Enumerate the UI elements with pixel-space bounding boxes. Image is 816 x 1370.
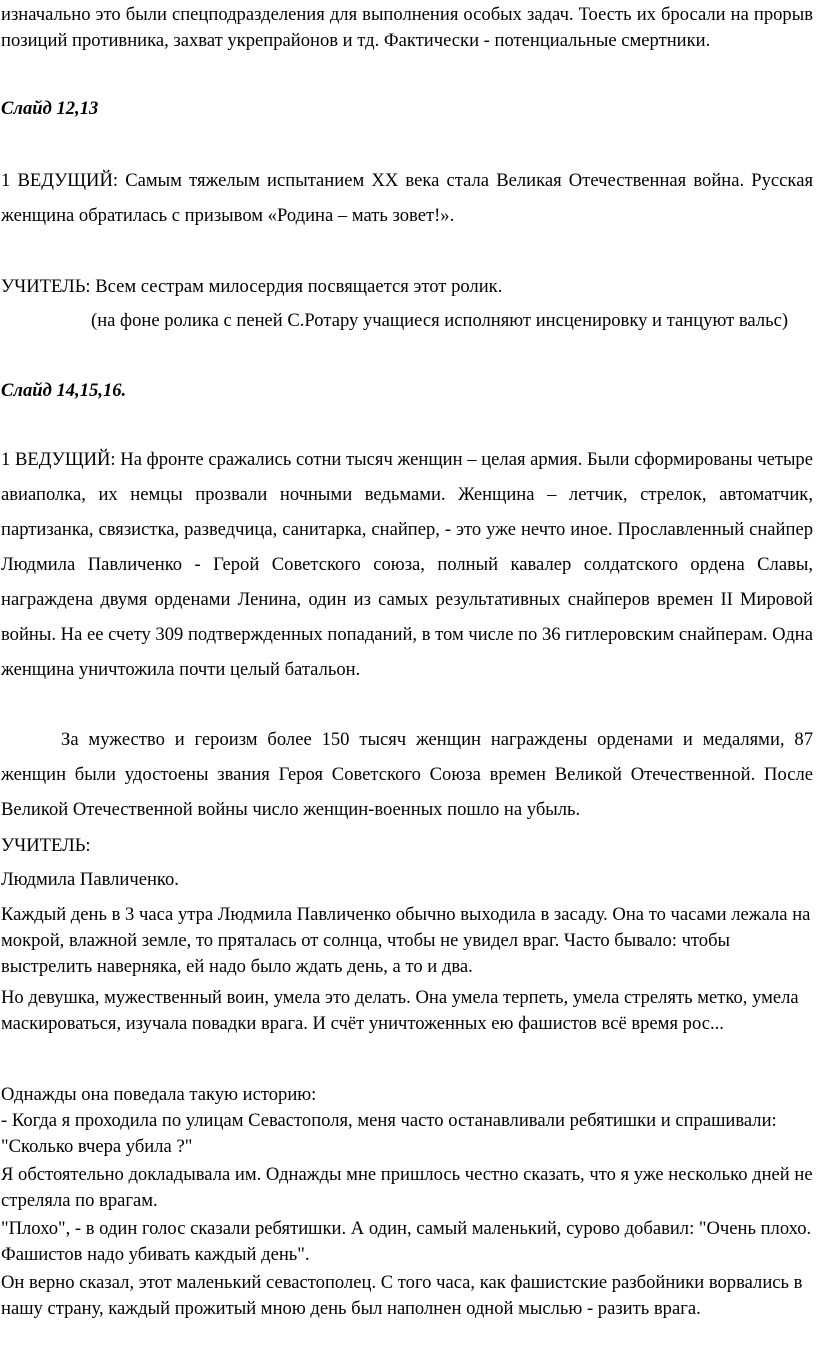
host-line: 1 ВЕДУЩИЙ: На фронте сражались сотни тысяч женщин – целая армия. Были сформированы четыре авиаполка, их немцы прозвали ночными ведьмами. Женщина – летчик, стрелок, автоматчик, партизанка, связистка, разведчица, санитарка, снайпер, - это уже нечто иное. Прославленный снайпер Людмила Павличенко - Герой Советского союза, полный кавалер солдатского ордена Славы, награждена двумя орденами Ленина, один из самых результативных снайперов времен II Мировой войны. На ее счету 309 подтвержденных попаданий, в том числе по 36 гитлеровским снайперам. Одна женщина уничтожила почти целый батальон.	[1, 449, 813, 680]
story-paragraph: Но девушка, мужественный воин, умела это делать. Она умела терпеть, умела стрелять метко, умела маскироваться, изучала повадки врага. И счёт уничтоженных ею фашистов всё время рос...	[1, 987, 799, 1034]
host-line: 1 ВЕДУЩИЙ: Самым тяжелым испытанием XX века стала Великая Отечественная война. Русская женщина обратилась с призывом «Родина – мать зовет!».	[1, 170, 813, 226]
slide-heading: Слайд 12,13	[1, 98, 99, 119]
story-paragraph: Я обстоятельно докладывала им. Однажды мне пришлось честно сказать, что я уже несколько дней не стреляла по врагам.	[1, 1164, 813, 1211]
stage-direction: (на фоне ролика с пеней С.Ротару учащиеся исполняют инсценировку и танцуют вальс)	[91, 310, 789, 331]
story-paragraph: Он верно сказал, этот маленький севастополец. С того часа, как фашистские разбойники ворвались в нашу страну, каждый прожитый мною день был наполнен одной мыслью - разить врага.	[1, 1272, 803, 1319]
name-line: Людмила Павличенко.	[1, 869, 179, 890]
teacher-line: УЧИТЕЛЬ: Всем сестрам милосердия посвящается этот ролик.	[1, 276, 503, 297]
host-line-continued: За мужество и героизм более 150 тысяч женщин награждены орденами и медалями, 87 женщин были удостоены звания Героя Советского Союза времен Великой Отечественной. После Великой Отечественной войны число женщин-военных пошло на убыль.	[1, 729, 813, 820]
teacher-line: УЧИТЕЛЬ:	[1, 835, 91, 856]
story-paragraph: "Плохо", - в один голос сказали ребятишки. А один, самый маленький, сурово добавил: "Очень плохо. Фашистов надо убивать каждый день".	[1, 1218, 812, 1265]
story-paragraph: Каждый день в 3 часа утра Людмила Павличенко обычно выходила в засаду. Она то часами лежала на мокрой, влажной земле, то пряталась от солнца, чтобы не увидел враг. Часто бывало: чтобы выстрелить наверняка, ей надо было ждать день, а то и два.	[1, 904, 811, 977]
story-paragraph: - Когда я проходила по улицам Севастополя, меня часто останавливали ребятишки и спрашивали: "Сколько вчера убила ?"	[1, 1110, 777, 1157]
story-paragraph: Однажды она поведала такую историю:	[1, 1084, 317, 1105]
slide-heading: Слайд 14,15,16.	[1, 380, 127, 401]
intro-paragraph: изначально это были спецподразделения для выполнения особых задач. Тоесть их бросали на прорыв позиций противника, захват укрепрайонов и тд. Фактически - потенциальные смертники.	[1, 4, 813, 51]
